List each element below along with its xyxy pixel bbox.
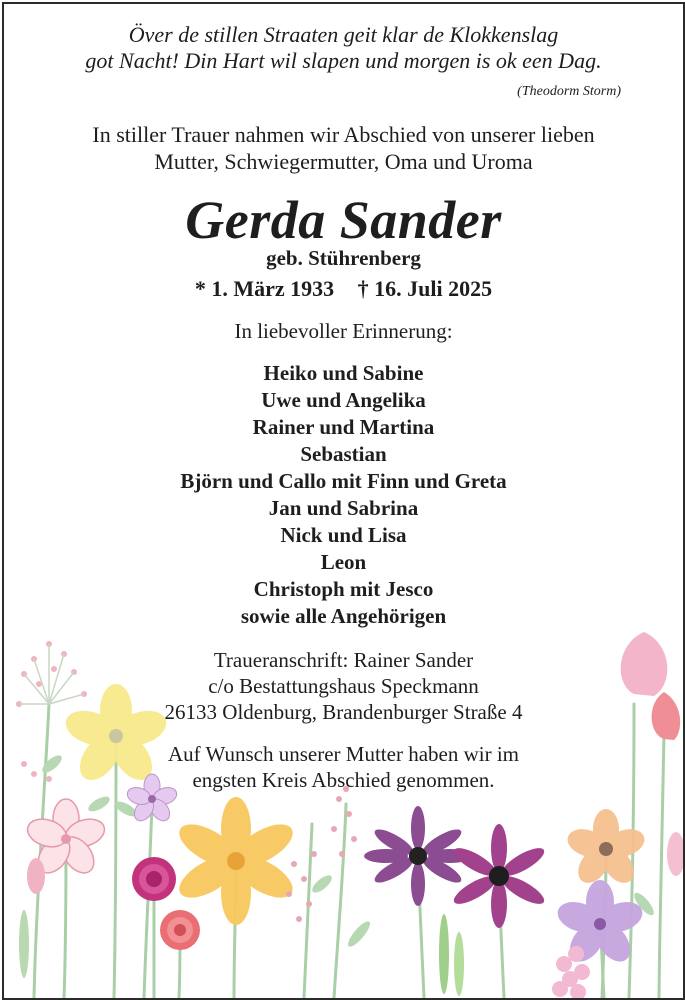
remembrance-line: In liebevoller Erinnerung: — [234, 319, 453, 343]
address-line: Traueranschrift: Rainer Sander — [213, 648, 474, 672]
intro-text — [4, 121, 683, 175]
mourner: Leon — [320, 550, 367, 574]
poem-line: got Nacht! Din Hart wil slapen und morgen is ok een Dag. — [85, 48, 602, 73]
birth-date: * 1. März 1933 — [194, 276, 335, 301]
mourner: Björn und Callo mit Finn und Greta — [180, 469, 507, 493]
mourners-list — [4, 360, 683, 630]
mourner: Sebastian — [300, 442, 387, 466]
death-date: † 16. Juli 2025 — [357, 276, 493, 301]
mourning-address — [4, 647, 683, 725]
farewell-note — [4, 741, 683, 793]
intro-line: In stiller Trauer nahmen wir Abschied von unserer lieben — [92, 122, 595, 147]
mourner: sowie alle Angehörigen — [240, 604, 447, 628]
poem-attribution: (Theodorm Storm) — [517, 84, 621, 99]
poem — [4, 22, 683, 74]
mourner: Jan und Sabrina — [268, 496, 419, 520]
mourner: Nick und Lisa — [280, 523, 407, 547]
life-dates — [4, 276, 683, 302]
birth-name: geb. Stührenberg — [266, 246, 421, 270]
address-line: c/o Bestattungshaus Speckmann — [208, 674, 479, 698]
intro-line: Mutter, Schwiegermutter, Oma und Uroma — [154, 149, 533, 174]
note-line: engsten Kreis Abschied genommen. — [192, 768, 495, 792]
deceased-name: Gerda Sander — [185, 190, 502, 250]
note-line: Auf Wunsch unserer Mutter haben wir im — [167, 742, 519, 766]
obituary-card — [2, 2, 685, 1000]
mourner: Rainer und Martina — [252, 415, 435, 439]
mourner: Uwe und Angelika — [261, 388, 426, 412]
poem-line: Över de stillen Straaten geit klar de Klokkenslag — [128, 22, 559, 47]
mourner: Heiko und Sabine — [263, 361, 424, 385]
address-line: 26133 Oldenburg, Brandenburger Straße 4 — [164, 700, 523, 724]
mourner: Christoph mit Jesco — [253, 577, 434, 601]
